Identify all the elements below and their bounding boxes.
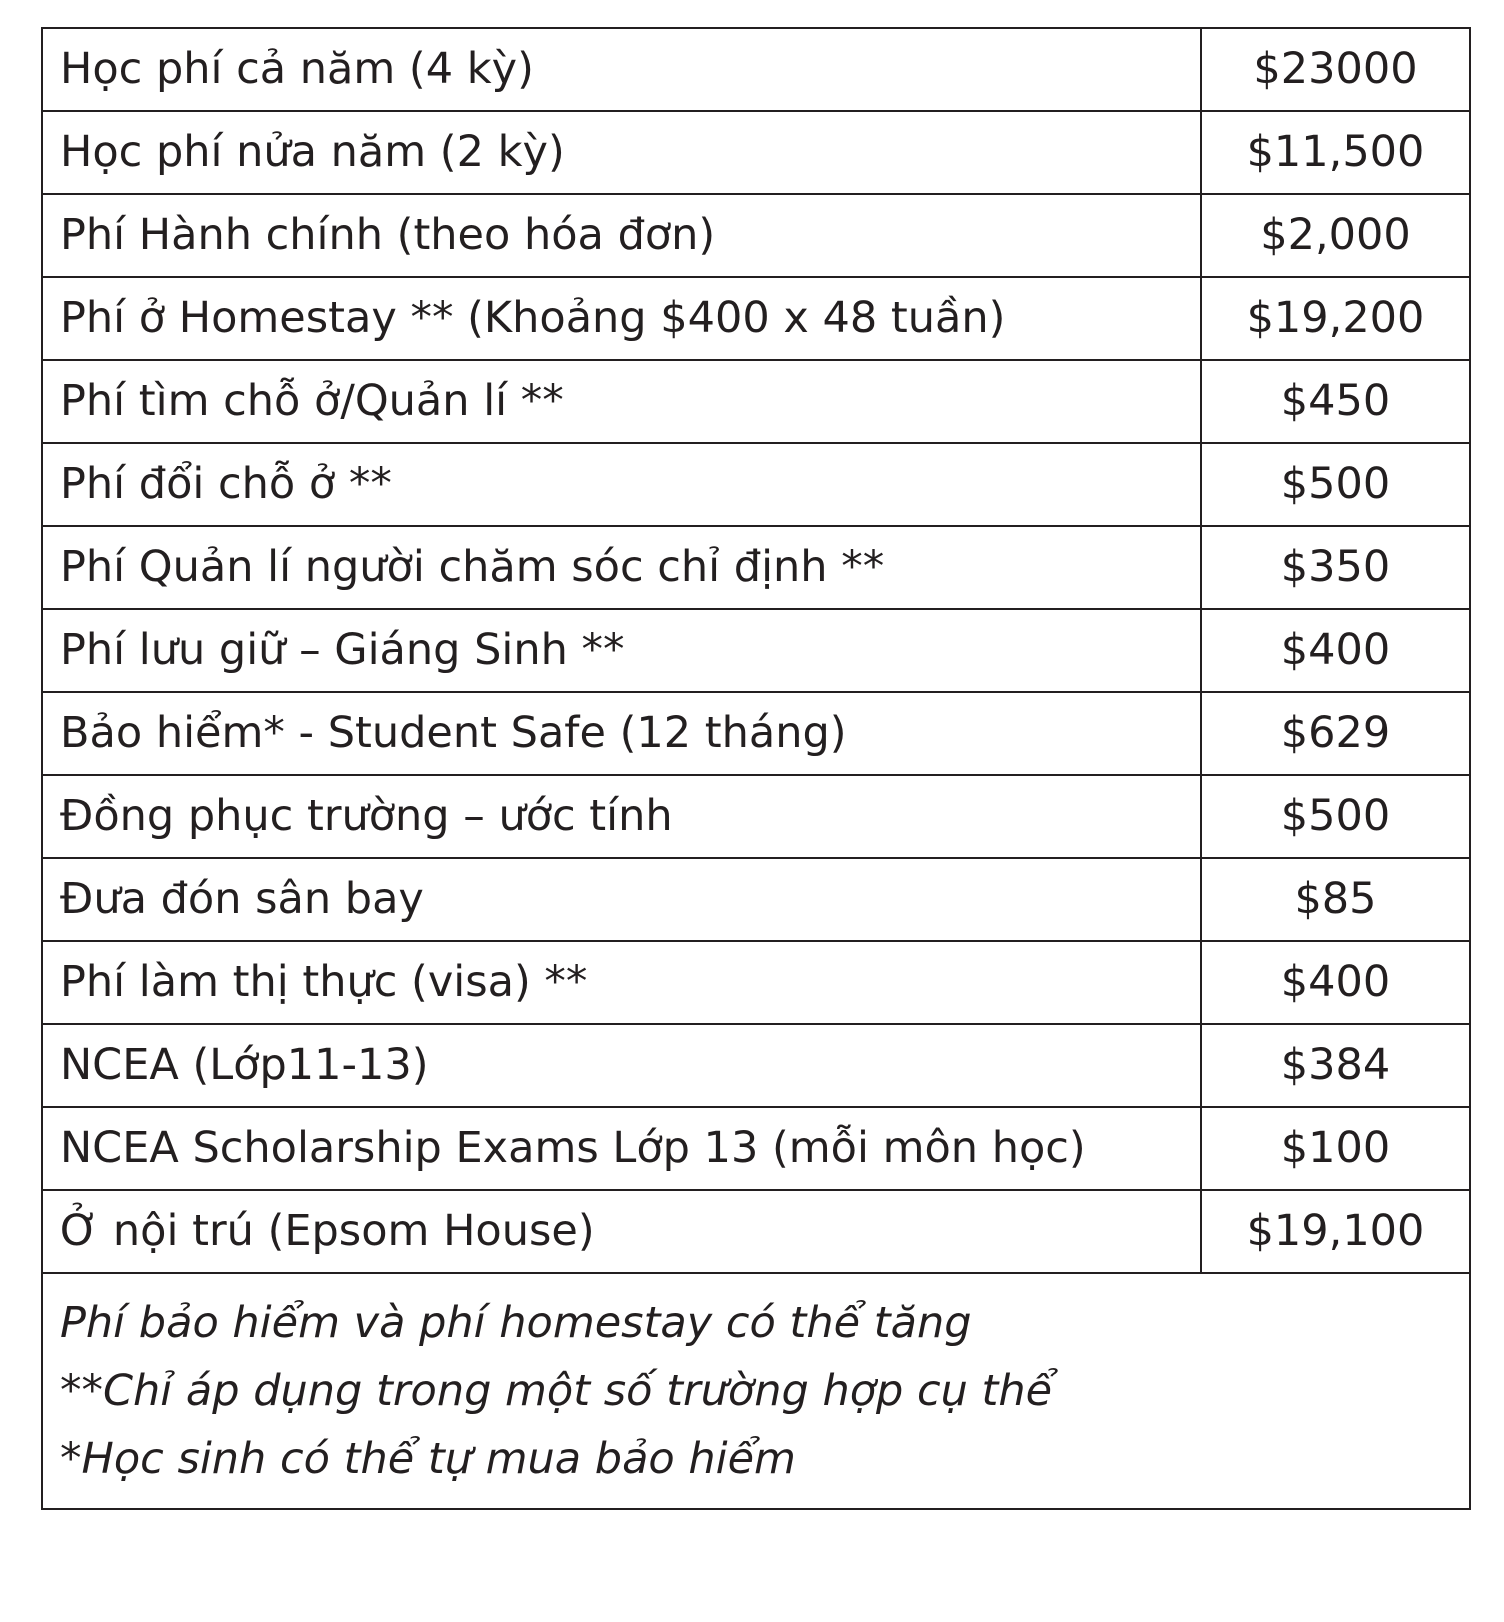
table-row — [42, 277, 1470, 360]
fee-item: Phí đổi chỗ ở ** — [42, 443, 1201, 526]
fee-table — [41, 27, 1471, 1510]
table-row — [42, 526, 1470, 609]
table-row — [42, 1024, 1470, 1107]
table-row — [42, 28, 1470, 111]
fee-amount: $11,500 — [1201, 111, 1470, 194]
fee-amount: $2,000 — [1201, 194, 1470, 277]
fee-item: Phí lưu giữ – Giáng Sinh ** — [42, 609, 1201, 692]
fee-amount: $450 — [1201, 360, 1470, 443]
fee-item: Học phí cả năm (4 kỳ) — [42, 28, 1201, 111]
fee-item: Bảo hiểm* - Student Safe (12 tháng) — [42, 692, 1201, 775]
table-row — [42, 1107, 1470, 1190]
notes-row — [42, 1273, 1470, 1509]
fee-item: Phí Hành chính (theo hóa đơn) — [42, 194, 1201, 277]
table-row — [42, 1190, 1470, 1273]
table-row — [42, 111, 1470, 194]
table-row — [42, 194, 1470, 277]
fee-item: Đưa đón sân bay — [42, 858, 1201, 941]
fee-amount: $19,200 — [1201, 277, 1470, 360]
fee-amount: $19,100 — [1201, 1190, 1470, 1273]
fee-item: Học phí nửa năm (2 kỳ) — [42, 111, 1201, 194]
table-row — [42, 609, 1470, 692]
footnotes — [42, 1273, 1470, 1509]
fee-amount: $400 — [1201, 609, 1470, 692]
table-row — [42, 443, 1470, 526]
fee-item: Đồng phục trường – ước tính — [42, 775, 1201, 858]
fee-amount: $500 — [1201, 443, 1470, 526]
footnote-line: **Chỉ áp dụng trong một số trường hợp cụ thể — [60, 1366, 1053, 1416]
table-row — [42, 775, 1470, 858]
fee-item: NCEA (Lớp11-13) — [42, 1024, 1201, 1107]
fee-item: Phí làm thị thực (visa) ** — [42, 941, 1201, 1024]
table-row — [42, 692, 1470, 775]
fee-item: Ở nội trú (Epsom House) — [42, 1190, 1201, 1273]
fee-item: Phí ở Homestay ** (Khoảng $400 x 48 tuần) — [42, 277, 1201, 360]
fee-amount: $500 — [1201, 775, 1470, 858]
fee-amount: $350 — [1201, 526, 1470, 609]
fee-item: NCEA Scholarship Exams Lớp 13 (mỗi môn học) — [42, 1107, 1201, 1190]
fee-amount: $100 — [1201, 1107, 1470, 1190]
fee-amount: $384 — [1201, 1024, 1470, 1107]
fee-amount: $400 — [1201, 941, 1470, 1024]
fee-amount: $85 — [1201, 858, 1470, 941]
table-row — [42, 360, 1470, 443]
fee-item: Phí tìm chỗ ở/Quản lí ** — [42, 360, 1201, 443]
table-row — [42, 941, 1470, 1024]
fee-amount: $23000 — [1201, 28, 1470, 111]
fee-amount: $629 — [1201, 692, 1470, 775]
fee-item: Phí Quản lí người chăm sóc chỉ định ** — [42, 526, 1201, 609]
footnote-line: *Học sinh có thể tự mua bảo hiểm — [60, 1434, 796, 1484]
footnote-line: Phí bảo hiểm và phí homestay có thể tăng — [60, 1298, 972, 1348]
table-row — [42, 858, 1470, 941]
